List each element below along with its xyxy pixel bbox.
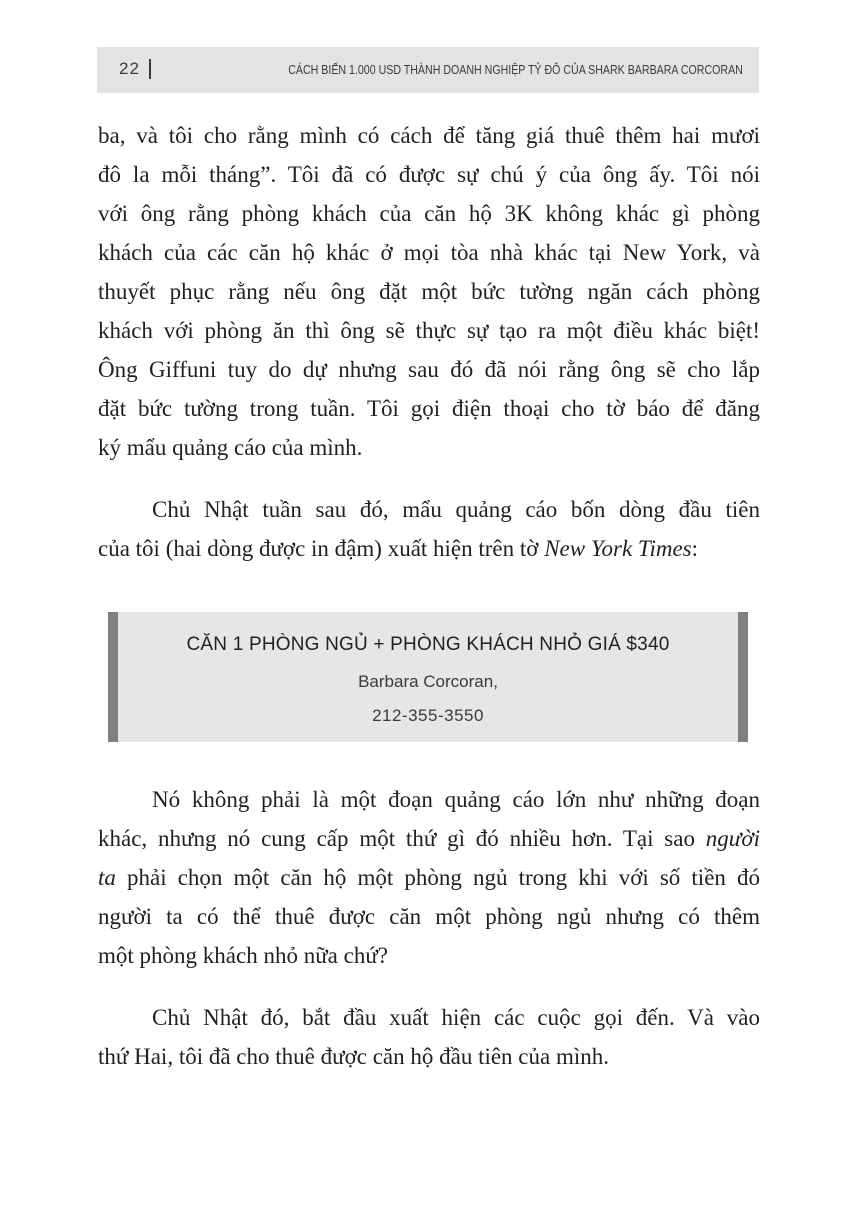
paragraph-text: của tôi (hai dòng được in đậm) xuất hiện trên tờ [98,536,545,561]
paragraph-3 [98,780,760,975]
emphasis-text: người [705,826,760,851]
paragraph-line: Ông Giffuni tuy do dự nhưng sau đó đã nói rằng ông sẽ cho lắp [98,357,760,382]
paragraph-4 [98,998,760,1076]
paragraph-2 [98,490,760,568]
page-number: 22 [119,59,140,78]
paragraph-line: khách của các căn hộ khác ở mọi tòa nhà khác tại New York, và [98,240,760,265]
paragraph-line: người ta có thể thuê được căn một phòng ngủ nhưng có thêm [98,904,760,929]
paragraph-line: thứ Hai, tôi đã cho thuê được căn hộ đầu tiên của mình. [98,1044,610,1069]
paragraph-line: ba, và tôi cho rằng mình có cách để tăng giá thuê thêm hai mươi [98,123,760,148]
newspaper-title: New York Times [544,536,692,561]
paragraph-line: Nó không phải là một đoạn quảng cáo lớn như những đoạn [152,787,760,812]
paragraph-text: khác, nhưng nó cung cấp một thứ gì đó nhiều hơn. Tại sao [98,826,706,851]
paragraph-text: phải chọn một căn hộ một phòng ngủ trong khi với số tiền đó [115,865,760,890]
ad-title: CĂN 1 PHÒNG NGỦ + PHÒNG KHÁCH NHỎ GIÁ $340 [186,634,670,655]
paragraph-line [98,819,760,858]
emphasis-text: ta [98,865,116,890]
classified-ad-box [108,612,748,742]
paragraph-line: ký mẩu quảng cáo của mình. [98,435,363,460]
paragraph-text: : [691,536,699,561]
paragraph-line: đô la mỗi tháng”. Tôi đã có được sự chú ý của ông ấy. Tôi nói [98,162,760,187]
paragraph-line: Chủ Nhật đó, bắt đầu xuất hiện các cuộc gọi đến. Và vào [152,1005,760,1030]
running-title: CÁCH BIẾN 1.000 USD THÀNH DOANH NGHIỆP TỶ ĐÔ CỦA SHARK BARBARA CORCORAN [288,63,743,77]
paragraph-1 [98,116,760,467]
ad-contact-name: Barbara Corcoran, [358,672,498,691]
paragraph-line: khách với phòng ăn thì ông sẽ thực sự tạo ra một điều khác biệt! [98,318,760,343]
paragraph-line: đặt bức tường trong tuần. Tôi gọi điện thoại cho tờ báo để đăng [98,396,760,421]
running-header [97,47,759,93]
paragraph-line: thuyết phục rằng nếu ông đặt một bức tường ngăn cách phòng [98,279,760,304]
ad-phone-number: 212-355-3550 [372,706,484,725]
header-divider [149,59,151,79]
paragraph-line: với ông rằng phòng khách của căn hộ 3K không khác gì phòng [98,201,760,226]
paragraph-line: một phòng khách nhỏ nữa chứ? [98,943,389,968]
paragraph-line: Chủ Nhật tuần sau đó, mẩu quảng cáo bốn dòng đầu tiên [152,497,760,522]
paragraph-line [98,529,760,568]
paragraph-line [98,858,760,897]
